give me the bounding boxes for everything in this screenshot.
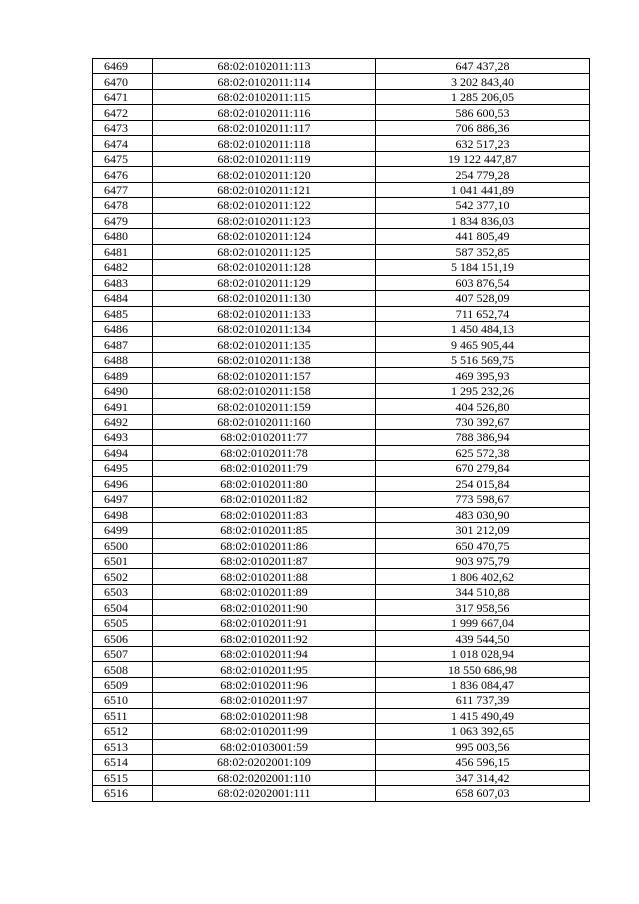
row-number-cell: 6479 bbox=[93, 213, 153, 228]
cadastral-value-cell: 650 470,75 bbox=[376, 538, 590, 553]
table-row bbox=[93, 708, 590, 723]
table-row bbox=[93, 445, 590, 460]
cadastral-value-cell: 1 295 232,26 bbox=[376, 383, 590, 398]
row-number-cell: 6511 bbox=[93, 708, 153, 723]
cadastral-value-cell: 603 876,54 bbox=[376, 275, 590, 290]
row-number-cell: 6476 bbox=[93, 167, 153, 182]
cadastral-value-cell: 407 528,09 bbox=[376, 291, 590, 306]
cadastral-number-cell: 68:02:0102011:91 bbox=[153, 615, 376, 630]
table-row bbox=[93, 538, 590, 553]
table-row bbox=[93, 662, 590, 677]
row-number-cell: 6512 bbox=[93, 724, 153, 739]
cadastral-value-cell: 344 510,88 bbox=[376, 584, 590, 599]
cadastral-value-cell: 542 377,10 bbox=[376, 198, 590, 213]
table-row bbox=[93, 569, 590, 584]
cadastral-value-cell: 1 285 206,05 bbox=[376, 89, 590, 104]
cadastral-number-cell: 68:02:0102011:77 bbox=[153, 430, 376, 445]
cadastral-value-cell: 1 063 392,65 bbox=[376, 724, 590, 739]
cadastral-value-cell: 254 015,84 bbox=[376, 476, 590, 491]
row-number-cell: 6494 bbox=[93, 445, 153, 460]
row-number-cell: 6478 bbox=[93, 198, 153, 213]
row-number-cell: 6486 bbox=[93, 321, 153, 336]
table-row bbox=[93, 352, 590, 367]
table-row bbox=[93, 260, 590, 275]
cadastral-value-cell: 1 018 028,94 bbox=[376, 646, 590, 661]
cadastral-value-cell: 706 886,36 bbox=[376, 120, 590, 135]
table-row bbox=[93, 476, 590, 491]
cadastral-value-cell: 5 184 151,19 bbox=[376, 260, 590, 275]
cadastral-number-cell: 68:02:0102011:134 bbox=[153, 321, 376, 336]
table-row bbox=[93, 770, 590, 785]
cadastral-value-cell: 347 314,42 bbox=[376, 770, 590, 785]
row-number-cell: 6491 bbox=[93, 399, 153, 414]
cadastral-value-cell: 625 572,38 bbox=[376, 445, 590, 460]
cadastral-value-cell: 469 395,93 bbox=[376, 368, 590, 383]
cadastral-value-cell: 788 386,94 bbox=[376, 430, 590, 445]
row-number-cell: 6484 bbox=[93, 291, 153, 306]
table-row bbox=[93, 321, 590, 336]
table-row bbox=[93, 213, 590, 228]
table-row bbox=[93, 59, 590, 74]
cadastral-number-cell: 68:02:0102011:160 bbox=[153, 414, 376, 429]
cadastral-number-cell: 68:02:0102011:94 bbox=[153, 646, 376, 661]
table-row bbox=[93, 399, 590, 414]
cadastral-number-cell: 68:02:0102011:124 bbox=[153, 229, 376, 244]
cadastral-value-cell: 439 544,50 bbox=[376, 631, 590, 646]
row-number-cell: 6489 bbox=[93, 368, 153, 383]
row-number-cell: 6493 bbox=[93, 430, 153, 445]
row-number-cell: 6504 bbox=[93, 600, 153, 615]
cadastral-number-cell: 68:02:0102011:117 bbox=[153, 120, 376, 135]
cadastral-number-cell: 68:02:0102011:114 bbox=[153, 74, 376, 89]
row-number-cell: 6502 bbox=[93, 569, 153, 584]
cadastral-number-cell: 68:02:0102011:120 bbox=[153, 167, 376, 182]
table-row bbox=[93, 291, 590, 306]
table-row bbox=[93, 646, 590, 661]
row-number-cell: 6497 bbox=[93, 492, 153, 507]
cadastral-number-cell: 68:02:0103001:59 bbox=[153, 739, 376, 754]
cadastral-number-cell: 68:02:0102011:78 bbox=[153, 445, 376, 460]
cadastral-value-cell: 9 465 905,44 bbox=[376, 337, 590, 352]
row-number-cell: 6496 bbox=[93, 476, 153, 491]
cadastral-number-cell: 68:02:0102011:130 bbox=[153, 291, 376, 306]
table-row bbox=[93, 693, 590, 708]
table-row bbox=[93, 229, 590, 244]
table-row bbox=[93, 554, 590, 569]
cadastral-value-cell: 1 041 441,89 bbox=[376, 182, 590, 197]
cadastral-number-cell: 68:02:0202001:110 bbox=[153, 770, 376, 785]
cadastral-number-cell: 68:02:0102011:92 bbox=[153, 631, 376, 646]
table-row bbox=[93, 89, 590, 104]
table-row bbox=[93, 120, 590, 135]
table-row bbox=[93, 600, 590, 615]
row-number-cell: 6469 bbox=[93, 59, 153, 74]
cadastral-number-cell: 68:02:0202001:111 bbox=[153, 786, 376, 801]
table-row bbox=[93, 584, 590, 599]
cadastral-number-cell: 68:02:0102011:82 bbox=[153, 492, 376, 507]
row-number-cell: 6516 bbox=[93, 786, 153, 801]
row-number-cell: 6514 bbox=[93, 755, 153, 770]
row-number-cell: 6477 bbox=[93, 182, 153, 197]
row-number-cell: 6474 bbox=[93, 136, 153, 151]
cadastral-value-cell: 903 975,79 bbox=[376, 554, 590, 569]
row-number-cell: 6515 bbox=[93, 770, 153, 785]
table-row bbox=[93, 615, 590, 630]
cadastral-value-cell: 3 202 843,40 bbox=[376, 74, 590, 89]
table-row bbox=[93, 368, 590, 383]
cadastral-number-cell: 68:02:0102011:159 bbox=[153, 399, 376, 414]
cadastral-number-cell: 68:02:0102011:135 bbox=[153, 337, 376, 352]
cadastral-number-cell: 68:02:0102011:138 bbox=[153, 352, 376, 367]
cadastral-number-cell: 68:02:0102011:99 bbox=[153, 724, 376, 739]
cadastral-value-cell: 670 279,84 bbox=[376, 461, 590, 476]
cadastral-value-cell: 1 834 836,03 bbox=[376, 213, 590, 228]
cadastral-number-cell: 68:02:0102011:90 bbox=[153, 600, 376, 615]
row-number-cell: 6503 bbox=[93, 584, 153, 599]
table-row bbox=[93, 275, 590, 290]
row-number-cell: 6472 bbox=[93, 105, 153, 120]
cadastral-number-cell: 68:02:0102011:118 bbox=[153, 136, 376, 151]
table-row bbox=[93, 523, 590, 538]
row-number-cell: 6483 bbox=[93, 275, 153, 290]
row-number-cell: 6470 bbox=[93, 74, 153, 89]
table-body bbox=[93, 59, 590, 802]
cadastral-number-cell: 68:02:0102011:95 bbox=[153, 662, 376, 677]
row-number-cell: 6492 bbox=[93, 414, 153, 429]
cadastral-number-cell: 68:02:0102011:88 bbox=[153, 569, 376, 584]
table-row bbox=[93, 74, 590, 89]
cadastral-value-cell: 404 526,80 bbox=[376, 399, 590, 414]
row-number-cell: 6495 bbox=[93, 461, 153, 476]
cadastral-value-cell: 301 212,09 bbox=[376, 523, 590, 538]
cadastral-value-cell: 1 999 667,04 bbox=[376, 615, 590, 630]
table-row bbox=[93, 461, 590, 476]
table-row bbox=[93, 198, 590, 213]
cadastral-value-cell: 18 550 686,98 bbox=[376, 662, 590, 677]
table-row bbox=[93, 677, 590, 692]
cadastral-number-cell: 68:02:0102011:83 bbox=[153, 507, 376, 522]
row-number-cell: 6507 bbox=[93, 646, 153, 661]
cadastral-number-cell: 68:02:0102011:119 bbox=[153, 151, 376, 166]
cadastral-number-cell: 68:02:0102011:85 bbox=[153, 523, 376, 538]
row-number-cell: 6498 bbox=[93, 507, 153, 522]
row-number-cell: 6481 bbox=[93, 244, 153, 259]
row-number-cell: 6499 bbox=[93, 523, 153, 538]
cadastral-number-cell: 68:02:0202001:109 bbox=[153, 755, 376, 770]
cadastral-number-cell: 68:02:0102011:96 bbox=[153, 677, 376, 692]
cadastral-value-cell: 5 516 569,75 bbox=[376, 352, 590, 367]
cadastral-number-cell: 68:02:0102011:128 bbox=[153, 260, 376, 275]
row-number-cell: 6482 bbox=[93, 260, 153, 275]
row-number-cell: 6485 bbox=[93, 306, 153, 321]
cadastral-number-cell: 68:02:0102011:80 bbox=[153, 476, 376, 491]
row-number-cell: 6487 bbox=[93, 337, 153, 352]
table-row bbox=[93, 105, 590, 120]
cadastral-number-cell: 68:02:0102011:115 bbox=[153, 89, 376, 104]
cadastral-number-cell: 68:02:0102011:123 bbox=[153, 213, 376, 228]
row-number-cell: 6508 bbox=[93, 662, 153, 677]
table-row bbox=[93, 244, 590, 259]
cadastral-number-cell: 68:02:0102011:113 bbox=[153, 59, 376, 74]
row-number-cell: 6505 bbox=[93, 615, 153, 630]
cadastral-value-cell: 773 598,67 bbox=[376, 492, 590, 507]
cadastral-number-cell: 68:02:0102011:122 bbox=[153, 198, 376, 213]
row-number-cell: 6471 bbox=[93, 89, 153, 104]
table-row bbox=[93, 306, 590, 321]
table-row bbox=[93, 724, 590, 739]
cadastral-number-cell: 68:02:0102011:129 bbox=[153, 275, 376, 290]
cadastral-value-cell: 586 600,53 bbox=[376, 105, 590, 120]
cadastral-number-cell: 68:02:0102011:125 bbox=[153, 244, 376, 259]
cadastral-value-cell: 483 030,90 bbox=[376, 507, 590, 522]
cadastral-number-cell: 68:02:0102011:121 bbox=[153, 182, 376, 197]
cadastral-number-cell: 68:02:0102011:157 bbox=[153, 368, 376, 383]
row-number-cell: 6475 bbox=[93, 151, 153, 166]
table-row bbox=[93, 414, 590, 429]
cadastral-value-cell: 441 805,49 bbox=[376, 229, 590, 244]
cadastral-number-cell: 68:02:0102011:79 bbox=[153, 461, 376, 476]
cadastral-number-cell: 68:02:0102011:86 bbox=[153, 538, 376, 553]
row-number-cell: 6488 bbox=[93, 352, 153, 367]
cadastral-value-cell: 19 122 447,87 bbox=[376, 151, 590, 166]
cadastral-number-cell: 68:02:0102011:133 bbox=[153, 306, 376, 321]
table-row bbox=[93, 136, 590, 151]
cadastral-number-cell: 68:02:0102011:116 bbox=[153, 105, 376, 120]
table-row bbox=[93, 383, 590, 398]
row-number-cell: 6509 bbox=[93, 677, 153, 692]
cadastral-value-cell: 1 450 484,13 bbox=[376, 321, 590, 336]
cadastral-value-cell: 456 596,15 bbox=[376, 755, 590, 770]
row-number-cell: 6501 bbox=[93, 554, 153, 569]
table-row bbox=[93, 631, 590, 646]
table-row bbox=[93, 151, 590, 166]
table-row bbox=[93, 755, 590, 770]
table-row bbox=[93, 739, 590, 754]
cadastral-number-cell: 68:02:0102011:98 bbox=[153, 708, 376, 723]
cadastral-value-cell: 254 779,28 bbox=[376, 167, 590, 182]
cadastral-number-cell: 68:02:0102011:87 bbox=[153, 554, 376, 569]
cadastral-number-cell: 68:02:0102011:97 bbox=[153, 693, 376, 708]
table-row bbox=[93, 430, 590, 445]
row-number-cell: 6500 bbox=[93, 538, 153, 553]
cadastral-value-cell: 995 003,56 bbox=[376, 739, 590, 754]
row-number-cell: 6513 bbox=[93, 739, 153, 754]
table-row bbox=[93, 167, 590, 182]
cadastral-value-cell: 1 836 084,47 bbox=[376, 677, 590, 692]
cadastral-value-cell: 632 517,23 bbox=[376, 136, 590, 151]
table-row bbox=[93, 492, 590, 507]
row-number-cell: 6473 bbox=[93, 120, 153, 135]
row-number-cell: 6480 bbox=[93, 229, 153, 244]
row-number-cell: 6490 bbox=[93, 383, 153, 398]
table-row bbox=[93, 507, 590, 522]
cadastral-value-cell: 587 352,85 bbox=[376, 244, 590, 259]
cadastral-number-cell: 68:02:0102011:89 bbox=[153, 584, 376, 599]
row-number-cell: 6510 bbox=[93, 693, 153, 708]
table-row bbox=[93, 182, 590, 197]
cadastral-value-table bbox=[92, 58, 590, 802]
cadastral-value-cell: 611 737,39 bbox=[376, 693, 590, 708]
cadastral-value-cell: 647 437,28 bbox=[376, 59, 590, 74]
cadastral-value-cell: 711 652,74 bbox=[376, 306, 590, 321]
cadastral-value-cell: 658 607,03 bbox=[376, 786, 590, 801]
row-number-cell: 6506 bbox=[93, 631, 153, 646]
table-row bbox=[93, 337, 590, 352]
cadastral-value-cell: 730 392,67 bbox=[376, 414, 590, 429]
cadastral-value-cell: 317 958,56 bbox=[376, 600, 590, 615]
table-row bbox=[93, 786, 590, 801]
cadastral-value-cell: 1 806 402,62 bbox=[376, 569, 590, 584]
cadastral-number-cell: 68:02:0102011:158 bbox=[153, 383, 376, 398]
cadastral-value-cell: 1 415 490,49 bbox=[376, 708, 590, 723]
